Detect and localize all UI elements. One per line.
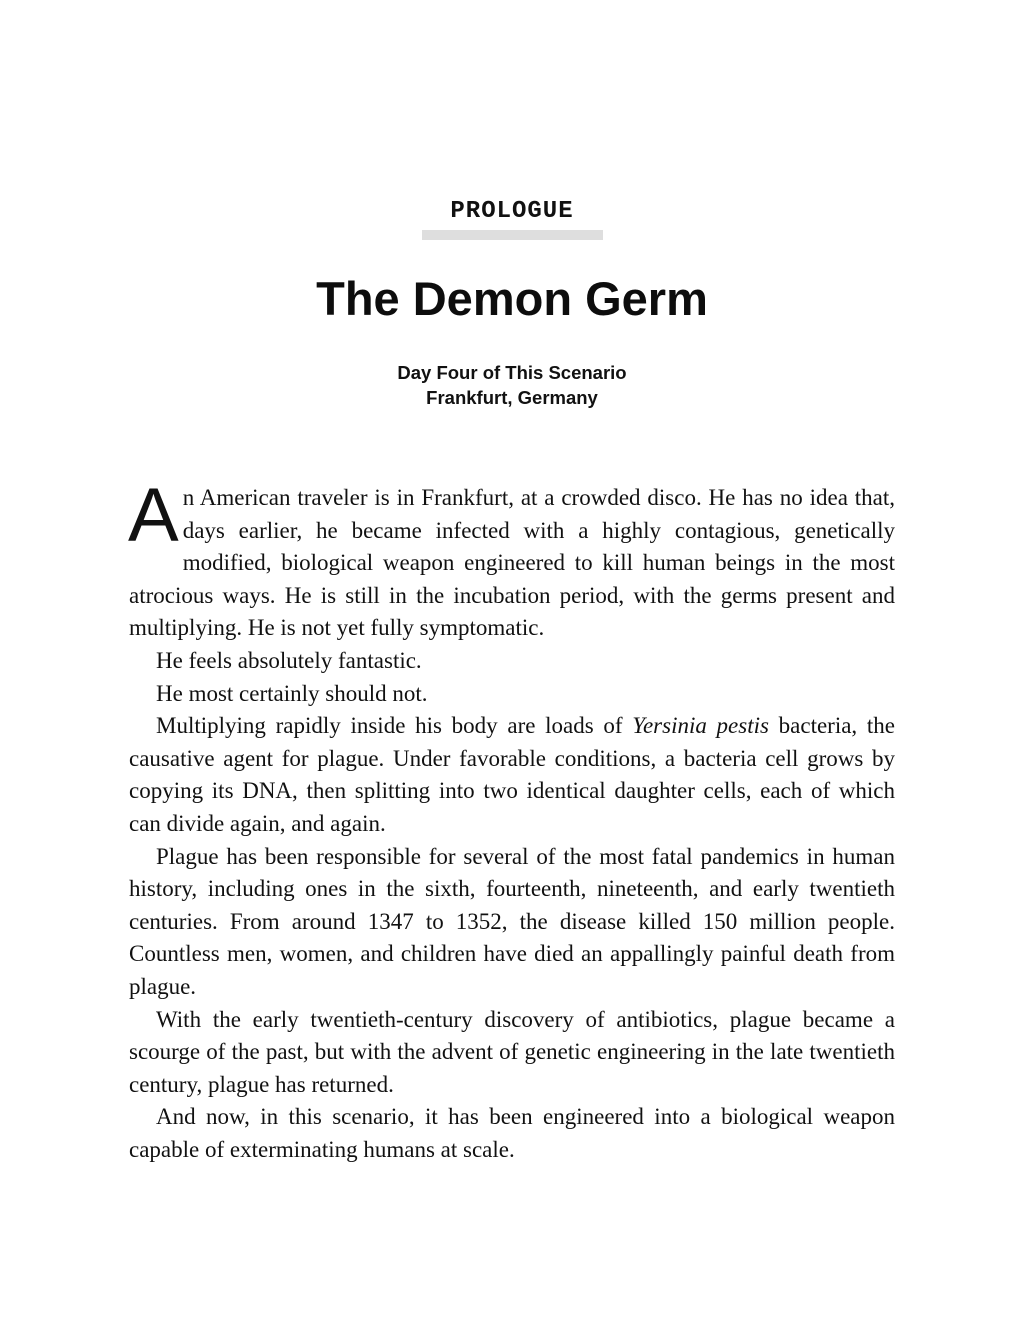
drop-cap: A bbox=[128, 473, 179, 558]
paragraph: And now, in this scenario, it has been engineered into a biological weapon capable of exterminating humans at scale. bbox=[129, 1104, 895, 1162]
dateline bbox=[0, 360, 1024, 410]
paragraph-text: n American traveler is in Frankfurt, at a crowded disco. He has no idea that, days earlier, he became infected with a highly contagious, genetically modified, biological weapon engineered to kill human beings in the most atrocious ways. He is still in the incubation period, with the germs present and multiplying. He is not yet fully symptomatic. bbox=[129, 485, 895, 641]
dateline-day: Day Four of This Scenario bbox=[397, 362, 627, 383]
paragraph: With the early twentieth-century discovery of antibiotics, plague became a scourge of the past, but with the advent of genetic engineering in the late twentieth century, plague has returned. bbox=[129, 1006, 895, 1097]
species-name: Yersinia pestis bbox=[632, 713, 769, 739]
section-label: PROLOGUE bbox=[450, 198, 574, 225]
paragraph-text: bacteria, the causative agent for plague. Under favorable conditions, a bacteria cell grows by copying its DNA, then splitting into two identical daughter cells, each of which can divide again, and again. bbox=[129, 713, 895, 836]
paragraph bbox=[129, 710, 895, 840]
paragraph: Plague has been responsible for several of the most fatal pandemics in human history, including ones in the sixth, fourteenth, nineteenth, and early twentieth centuries. From around 1347 to 1352, the disease killed 150 million people. Countless men, women, and children have died an appallingly painful death from plague. bbox=[129, 843, 895, 999]
chapter-header bbox=[0, 198, 1024, 410]
paragraph-text: Multiplying rapidly inside his body are loads of bbox=[156, 713, 633, 739]
body-text bbox=[128, 473, 895, 1166]
paragraph bbox=[128, 473, 895, 645]
paragraph: He most certainly should not. bbox=[156, 680, 428, 706]
paragraph: He feels absolutely fantastic. bbox=[156, 647, 422, 673]
section-rule bbox=[422, 230, 603, 240]
dateline-place: Frankfurt, Germany bbox=[426, 387, 598, 408]
chapter-title: The Demon Germ bbox=[316, 272, 708, 325]
